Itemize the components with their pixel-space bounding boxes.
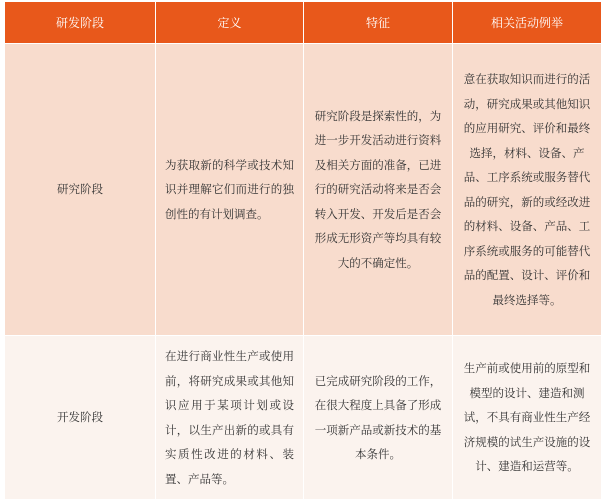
feature-text: 已完成研究阶段的工作，在很大程度上具备了形成一项新产品或新技术的基本条件。 bbox=[314, 373, 442, 461]
header-stage: 研发阶段 bbox=[5, 2, 155, 43]
examples-text: 生产前或使用前的原型和模型的设计、建造和测试，不具有商业性生产经济规模的试生产设施的设计、建造和运营等。 bbox=[463, 361, 591, 474]
row-research-stage bbox=[5, 44, 155, 335]
row-development-feature bbox=[304, 336, 452, 499]
row-development-definition bbox=[156, 336, 303, 499]
header-definition: 定义 bbox=[156, 2, 303, 43]
row-research-examples bbox=[453, 44, 601, 335]
stage-label: 研究阶段 bbox=[57, 182, 103, 197]
rd-stage-table bbox=[5, 2, 600, 497]
header-examples: 相关活动例举 bbox=[453, 2, 601, 43]
stage-label: 开发阶段 bbox=[57, 410, 103, 425]
row-research-feature bbox=[304, 44, 452, 335]
row-development-stage bbox=[5, 336, 155, 499]
definition-text: 在进行商业性生产或使用前，将研究成果或其他知识应用于某项计划或设计，以生产出新的或具有实质性改进的材料、装置、产品等。 bbox=[165, 349, 294, 486]
feature-text: 研究阶段是探索性的，为进一步开发活动进行资料及相关方面的准备，已进行的研究活动将来是否会转入开发、开发后是否会形成无形资产等均具有较大的不确定性。 bbox=[314, 108, 442, 270]
header-feature: 特征 bbox=[304, 2, 452, 43]
row-development-examples bbox=[453, 336, 601, 499]
row-research-definition bbox=[156, 44, 303, 335]
examples-text: 意在获取知识而进行的活动，研究成果或其他知识的应用研究、评价和最终选择，材料、设备、产品、工序系统或服务替代品的研究，新的或经改进的材料、设备、产品、工序系统或服务的可能替代品的配置、设计、评价和最终选择等。 bbox=[463, 72, 591, 307]
definition-text: 为获取新的科学或技术知识并理解它们而进行的独创性的有计划调查。 bbox=[165, 157, 294, 221]
